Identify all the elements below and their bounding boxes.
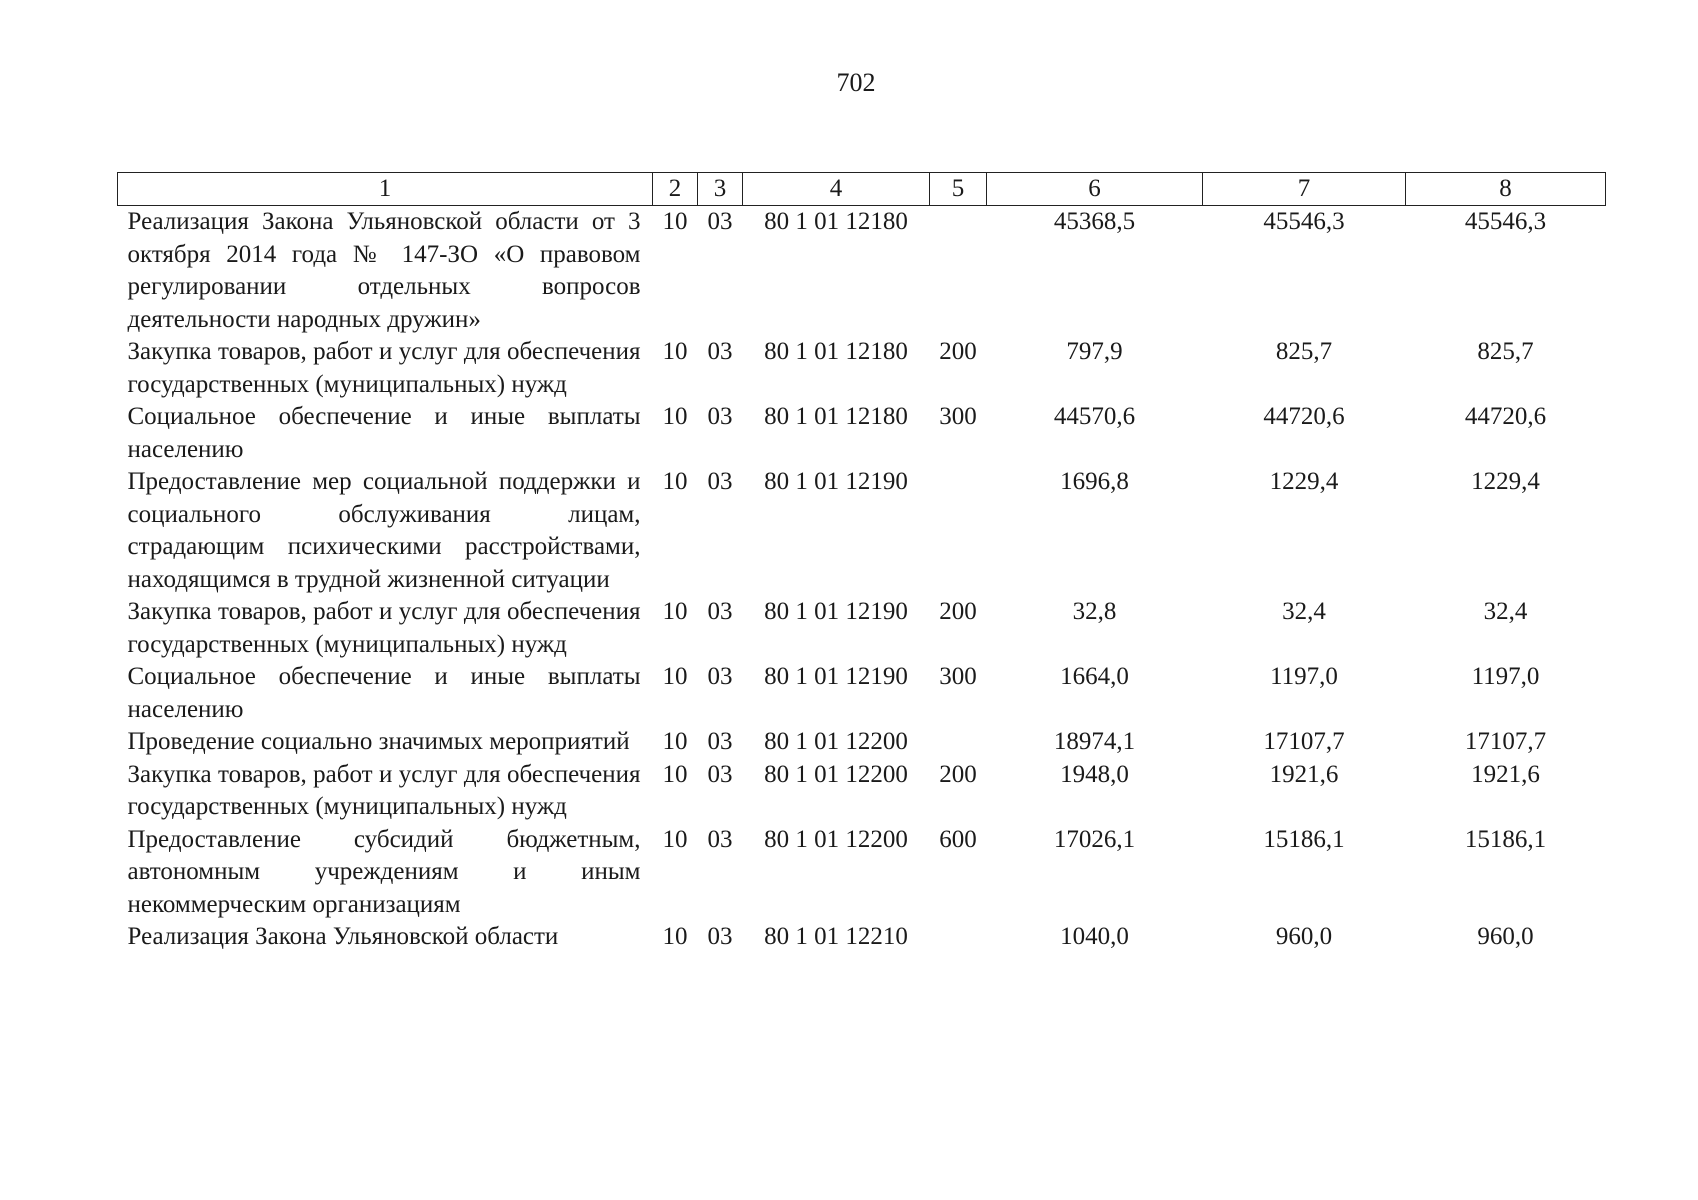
row-expense-type: 300	[939, 403, 977, 430]
row-amount-col7: 1197,0	[1270, 663, 1338, 690]
row-amount-col6: 18974,1	[1053, 728, 1136, 755]
table-row	[118, 596, 1606, 661]
row-section: 10	[662, 598, 688, 625]
row-amount-col6: 45368,5	[1053, 208, 1136, 235]
header-col-3: 3	[698, 173, 743, 206]
row-amount-col8: 44720,6	[1464, 403, 1547, 430]
row-description: Социальное обеспечение и иные выплаты населению	[127, 403, 641, 463]
row-amount-col7: 15186,1	[1263, 825, 1345, 853]
row-amount-col7: 32,4	[1282, 598, 1326, 625]
row-amount-col6: 17026,1	[1053, 825, 1136, 853]
row-expense-type: 600	[939, 825, 977, 853]
row-expense-type: 200	[939, 598, 977, 625]
table-row	[118, 206, 1606, 337]
table-row	[118, 401, 1606, 466]
table-row	[118, 466, 1606, 596]
row-target-article: 80 1 01 12180	[764, 403, 908, 430]
row-expense-type: 300	[939, 663, 977, 690]
row-section: 10	[662, 468, 688, 495]
row-subsection: 03	[707, 663, 733, 690]
table-row	[118, 726, 1606, 759]
row-amount-col6: 32,8	[1072, 598, 1117, 625]
row-description: Социальное обеспечение и иные выплаты населению	[127, 663, 641, 723]
row-target-article: 80 1 01 12190	[764, 468, 908, 495]
row-amount-col6: 44570,6	[1053, 403, 1136, 430]
row-amount-col7: 825,7	[1275, 338, 1333, 365]
page-number: 702	[836, 68, 876, 97]
row-amount-col7: 45546,3	[1263, 208, 1345, 235]
row-subsection: 03	[707, 468, 733, 495]
row-target-article: 80 1 01 12180	[764, 338, 908, 365]
table-row	[118, 921, 1606, 954]
row-subsection: 03	[707, 208, 733, 235]
row-amount-col7: 1229,4	[1269, 468, 1339, 495]
table-row	[118, 759, 1606, 824]
row-target-article: 80 1 01 12210	[764, 923, 908, 950]
row-section: 10	[662, 403, 688, 430]
row-target-article: 80 1 01 12200	[764, 825, 908, 853]
row-amount-col8: 15186,1	[1464, 825, 1547, 853]
row-amount-col8: 825,7	[1477, 338, 1534, 365]
row-section: 10	[662, 825, 688, 853]
row-subsection: 03	[707, 403, 733, 430]
row-amount-col8: 45546,3	[1464, 208, 1547, 235]
row-expense-type	[930, 206, 987, 337]
row-amount-col8: 1229,4	[1471, 468, 1540, 495]
row-target-article: 80 1 01 12200	[764, 760, 908, 788]
row-amount-col7: 44720,6	[1263, 403, 1345, 430]
row-description: Предоставление мер социальной поддержки и социального обслуживания лицам, страдающим психическими расстройствами, находящимся в трудной жизненной ситуации	[127, 468, 641, 593]
row-description: Закупка товаров, работ и услуг для обеспечения государственных (муниципальных) нужд	[127, 338, 641, 398]
header-col-1: 1	[118, 173, 653, 206]
row-description: Закупка товаров, работ и услуг для обеспечения государственных (муниципальных) нужд	[127, 598, 641, 658]
row-amount-col7: 1921,6	[1269, 760, 1339, 788]
row-target-article: 80 1 01 12190	[764, 598, 908, 625]
header-col-6: 6	[987, 173, 1203, 206]
row-expense-type	[930, 921, 987, 954]
row-target-article: 80 1 01 12200	[764, 728, 908, 755]
row-expense-type: 200	[939, 760, 977, 788]
row-description: Реализация Закона Ульяновской области	[127, 923, 559, 950]
header-col-7: 7	[1203, 173, 1406, 206]
row-description: Проведение социально значимых мероприятий	[127, 728, 630, 755]
row-section: 10	[662, 663, 688, 690]
header-col-8: 8	[1406, 173, 1606, 206]
row-amount-col6: 1664,0	[1060, 663, 1129, 690]
row-amount-col8: 1921,6	[1471, 760, 1540, 788]
row-description: Закупка товаров, работ и услуг для обеспечения государственных (муниципальных) нужд	[127, 760, 641, 820]
row-target-article: 80 1 01 12180	[764, 208, 908, 235]
row-subsection: 03	[707, 728, 733, 755]
table-row	[118, 336, 1606, 401]
row-section: 10	[662, 728, 688, 755]
table-body	[118, 206, 1606, 954]
row-description: Реализация Закона Ульяновской области от 3 октября 2014 года № 147-ЗО «О правовом регулировании отдельных вопросов деятельности народных дружин»	[127, 208, 641, 333]
table-row	[118, 824, 1606, 922]
row-expense-type	[930, 726, 987, 759]
header-col-2: 2	[653, 173, 698, 206]
row-amount-col6: 797,9	[1066, 338, 1123, 365]
row-amount-col8: 32,4	[1483, 598, 1528, 625]
row-subsection: 03	[707, 923, 733, 950]
row-amount-col8: 960,0	[1477, 923, 1534, 950]
row-amount-col6: 1696,8	[1060, 468, 1129, 495]
table-header	[118, 173, 1606, 206]
row-amount-col7: 17107,7	[1263, 728, 1345, 755]
row-expense-type	[930, 466, 987, 596]
row-subsection: 03	[707, 338, 733, 365]
row-amount-col6: 1040,0	[1060, 923, 1129, 950]
row-subsection: 03	[707, 598, 733, 625]
row-subsection: 03	[707, 760, 733, 788]
row-amount-col8: 17107,7	[1464, 728, 1547, 755]
row-amount-col7: 960,0	[1275, 923, 1333, 950]
row-section: 10	[662, 208, 688, 235]
header-col-4: 4	[743, 173, 930, 206]
budget-table	[117, 172, 1606, 954]
row-section: 10	[662, 923, 688, 950]
row-description: Предоставление субсидий бюджетным, автономным учреждениям и иным некоммерческим организациям	[127, 825, 641, 918]
row-section: 10	[662, 338, 688, 365]
row-amount-col8: 1197,0	[1471, 663, 1540, 690]
header-col-5: 5	[930, 173, 987, 206]
row-target-article: 80 1 01 12190	[764, 663, 908, 690]
row-amount-col6: 1948,0	[1060, 760, 1129, 788]
row-subsection: 03	[707, 825, 733, 853]
header-row	[118, 173, 1606, 206]
row-expense-type: 200	[939, 338, 977, 365]
row-section: 10	[662, 760, 688, 788]
table-row	[118, 661, 1606, 726]
